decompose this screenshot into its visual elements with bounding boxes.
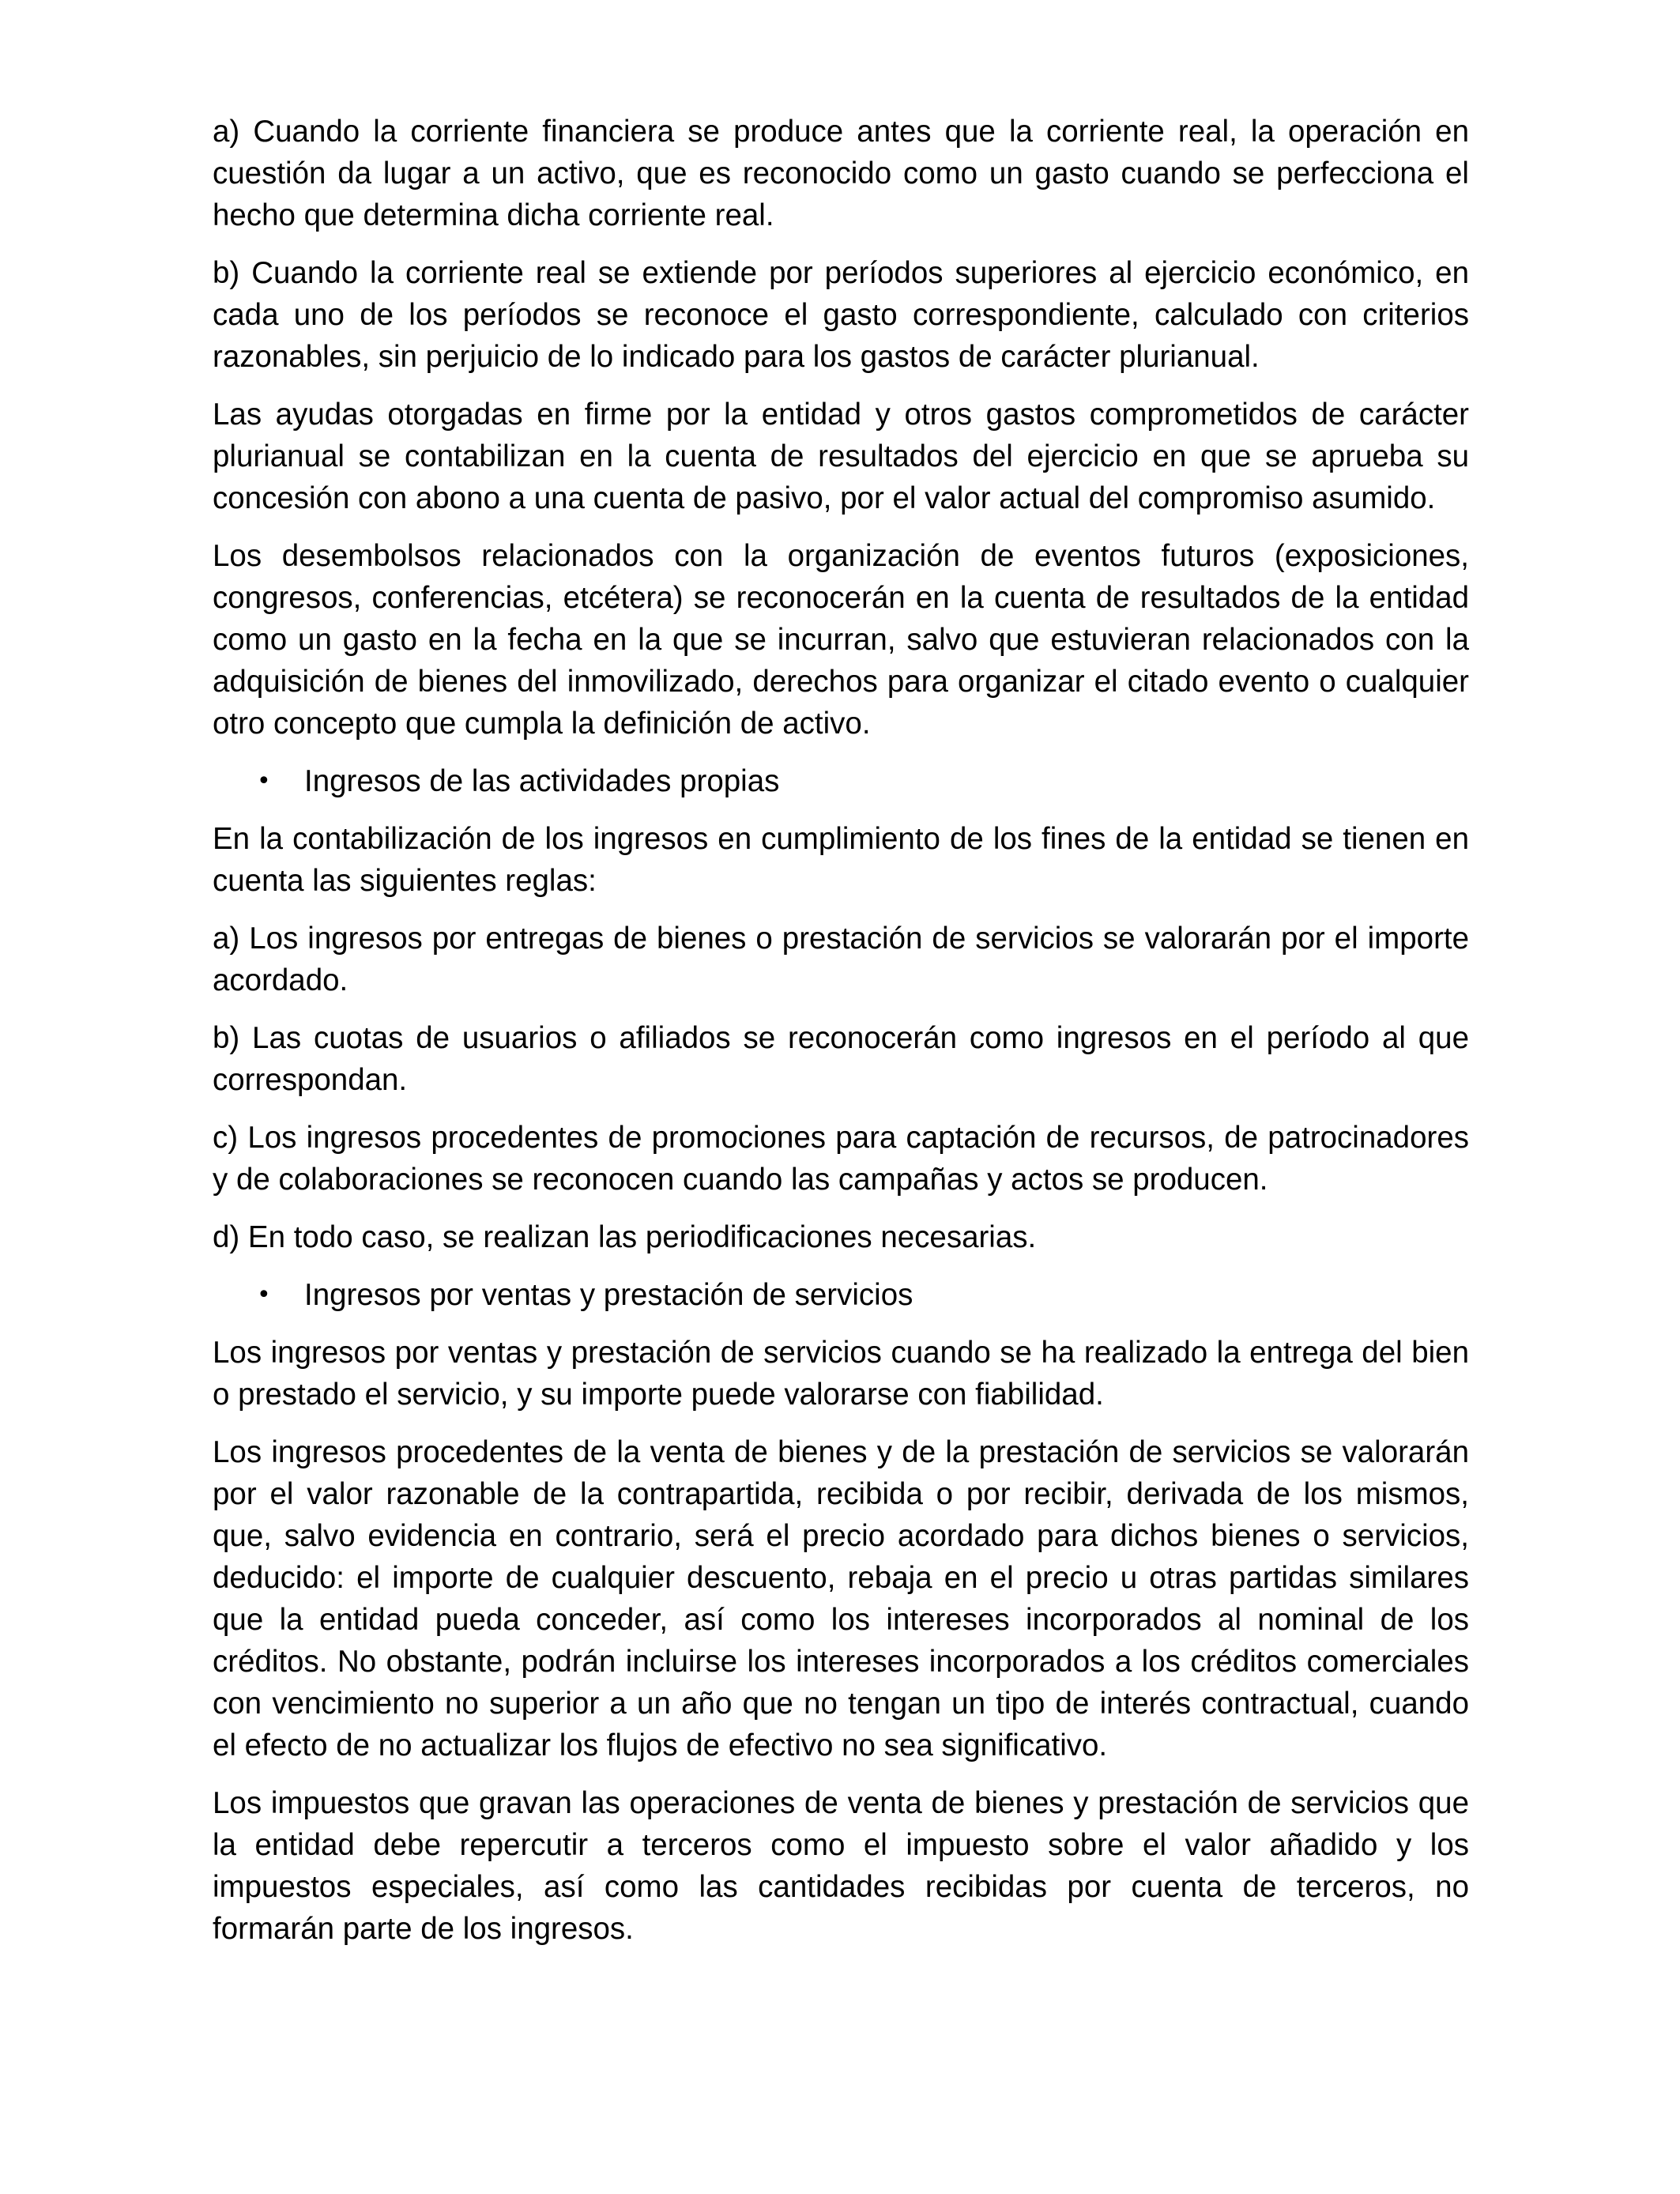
paragraph-ayudas-plurianual: Las ayudas otorgadas en firme por la entidad y otros gastos comprometidos de carácter plurianual se contabilizan en la cuenta de resultados del ejercicio en que se aprueba su concesión con abono a una cuenta de pasivo, por el valor actual del compromiso asumido. xyxy=(213,398,1469,515)
bullet-text: Ingresos de las actividades propias xyxy=(304,764,780,798)
paragraph-ingresos-ventas-reconocimiento: Los ingresos por ventas y prestación de servicios cuando se ha realizado la entrega del bien o prestado el servicio, y su importe puede valorarse con fiabilidad. xyxy=(213,1336,1469,1412)
bullet-icon: • xyxy=(257,1281,271,1309)
paragraph-reglas-intro: En la contabilización de los ingresos en cumplimiento de los fines de la entidad se tienen en cuenta las siguientes reglas: xyxy=(213,822,1469,898)
bullet-ingresos-actividades-propias xyxy=(213,760,1469,802)
paragraph-regla-a: a) Los ingresos por entregas de bienes o prestación de servicios se valorarán por el importe acordado. xyxy=(213,922,1469,997)
paragraph-gasto-periodos: b) Cuando la corriente real se extiende por períodos superiores al ejercicio económico, en cada uno de los períodos se reconoce el gasto correspondiente, calculado con criterios razonables, sin perjuicio de lo indicado para los gastos de carácter plurianual. xyxy=(213,256,1469,374)
paragraph-regla-b: b) Las cuotas de usuarios o afiliados se reconocerán como ingresos en el período al que correspondan. xyxy=(213,1021,1469,1097)
paragraph-gasto-activo: a) Cuando la corriente financiera se produce antes que la corriente real, la operación en cuestión da lugar a un activo, que es reconocido como un gasto cuando se perfecciona el hecho que determina dicha corriente real. xyxy=(213,115,1469,232)
bullet-icon: • xyxy=(257,767,271,795)
paragraph-valoracion-ingresos: Los ingresos procedentes de la venta de bienes y de la prestación de servicios se valorarán por el valor razonable de la contrapartida, recibida o por recibir, derivada de los mismos, que, salvo evidencia en contrario, será el precio acordado para dichos bienes o servicios, deducido: el importe de cualquier descuento, rebaja en el precio u otras partidas similares que la entidad pueda conceder, así como los intereses incorporados al nominal de los créditos. No obstante, podrán incluirse los intereses incorporados a los créditos comerciales con vencimiento no superior a un año que no tengan un tipo de interés contractual, cuando el efecto de no actualizar los flujos de efectivo no sea significativo. xyxy=(213,1435,1469,1762)
document-page xyxy=(213,111,1469,1966)
paragraph-impuestos: Los impuestos que gravan las operaciones de venta de bienes y prestación de servicios que la entidad debe repercutir a terceros como el impuesto sobre el valor añadido y los impuestos especiales, así como las cantidades recibidas por cuenta de terceros, no formarán parte de los ingresos. xyxy=(213,1786,1469,1946)
paragraph-regla-c: c) Los ingresos procedentes de promociones para captación de recursos, de patrocinadores y de colaboraciones se reconocen cuando las campañas y actos se producen. xyxy=(213,1121,1469,1197)
paragraph-desembolsos-eventos: Los desembolsos relacionados con la organización de eventos futuros (exposiciones, congresos, conferencias, etcétera) se reconocerán en la cuenta de resultados de la entidad como un gasto en la fecha en la que se incurran, salvo que estuvieran relacionados con la adquisición de bienes del inmovilizado, derechos para organizar el citado evento o cualquier otro concepto que cumpla la definición de activo. xyxy=(213,539,1469,741)
bullet-ingresos-ventas xyxy=(213,1274,1469,1316)
bullet-text: Ingresos por ventas y prestación de servicios xyxy=(304,1278,913,1312)
paragraph-regla-d: d) En todo caso, se realizan las periodificaciones necesarias. xyxy=(213,1220,1037,1254)
